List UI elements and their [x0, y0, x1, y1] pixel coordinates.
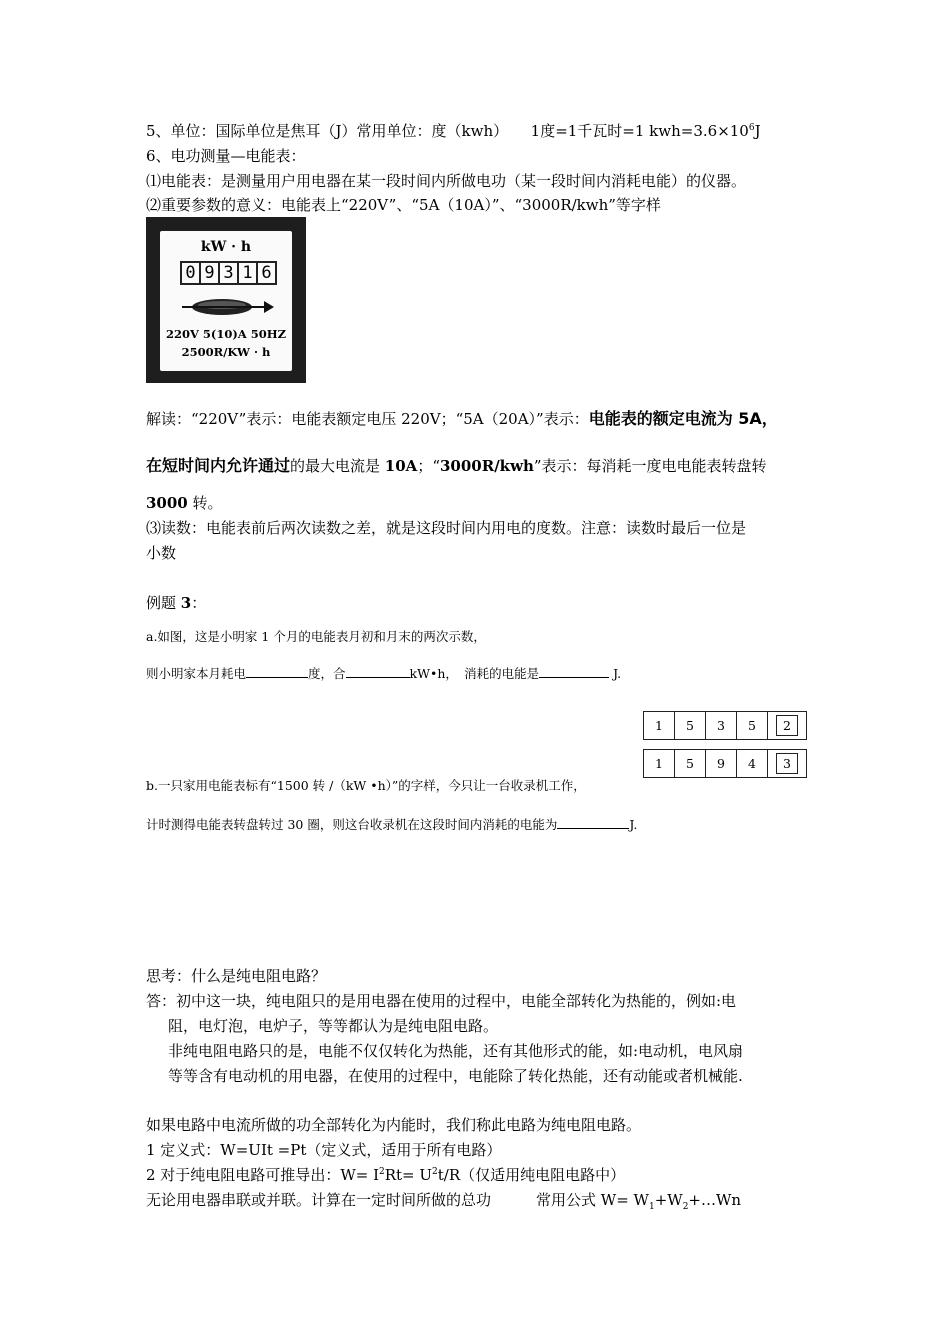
reading-line-1: ⑶读数：电能表前后两次读数之差，就是这段时间内用电的度数。注意：读数时最后一位是 [146, 519, 747, 537]
interp-text: ”表示：每消耗一度电电能表转盘转 [533, 457, 767, 475]
answer-line-1: 答：初中这一块，纯电阻只的是用电器在使用的过程中，电能全部转化为热能的，例如:电 [146, 992, 737, 1010]
interp-text: 的最大电流是 [290, 457, 385, 475]
answer-blank[interactable] [539, 665, 609, 678]
formula-2 [146, 1164, 625, 1185]
reading-decimal-digit [768, 750, 806, 777]
unit-end: J [754, 122, 761, 140]
meter-digit: 9 [201, 263, 220, 283]
answer-blank[interactable] [246, 665, 308, 678]
reading-digit: 9 [706, 750, 737, 777]
think-question: 思考：什么是纯电阻电路？ [146, 967, 327, 985]
reading-decimal-value: 2 [776, 715, 798, 736]
measure-heading: 6、电功测量—电能表： [146, 147, 306, 165]
answer-blank[interactable] [557, 816, 629, 829]
interp-text: 转。 [187, 494, 223, 512]
meter-definition: ⑴电能表：是测量用户用电器在某一段时间内所做电功（某一段时间内消耗电能）的仪器。 [146, 172, 747, 190]
example-colon: ： [191, 594, 207, 612]
question-a-blanks [146, 664, 621, 682]
reading-line-2: 小数 [146, 544, 177, 562]
pure-resistance-definition: 如果电路中电流所做的功全部转化为内能时，我们称此电路为纯电阻电路。 [146, 1116, 642, 1134]
reading-decimal-value: 3 [776, 753, 798, 774]
reading-digit: 1 [644, 712, 675, 739]
question-a: a.如图，这是小明家 1 个月的电能表月初和月末的两次示数， [146, 629, 486, 644]
interp-bold: 3000R/kwh [439, 457, 534, 475]
answer-line-3: 非纯电阻电路只的是，电能不仅仅转化为热能，还有其他形式的能，如:电动机，电风扇 [168, 1042, 744, 1060]
example-heading [146, 592, 206, 613]
interp-text: ；“ [417, 457, 440, 475]
qa-text: kW•h， 消耗的电能是 [409, 666, 540, 681]
qa-text: 度，合 [308, 666, 346, 681]
reading-digit: 1 [644, 750, 675, 777]
interp-text: 解读：“220V”表示：电能表额定电压 220V；“5A（20A）”表示： [146, 410, 589, 428]
meter-digits [180, 261, 277, 285]
interpretation-line-1 [146, 406, 778, 429]
formula-text: Rt= U [384, 1166, 433, 1184]
formula-subscript: 1 [648, 1202, 655, 1212]
params-line: ⑵重要参数的意义：电能表上“220V”、“5A（10A）”、“3000R/kwh”等字样 [146, 196, 661, 214]
formula-text: 无论用电器串联或并联。计算在一定时间所做的总功 常用公式 W= W [146, 1191, 649, 1209]
formula-3 [146, 1189, 741, 1210]
interpretation-line-3 [146, 492, 223, 513]
answer-line-4: 等等含有电动机的用电器，在使用的过程中，电能除了转化热能，还有动能或者机械能. [168, 1067, 743, 1085]
question-b-blank [146, 815, 637, 833]
meter-unit-label: kW · h [200, 239, 252, 255]
reading-decimal-digit [768, 712, 806, 739]
formula-text: t/R（仅适用纯电阻电路中） [437, 1166, 626, 1184]
meter-face [160, 231, 292, 371]
interp-bold: 10A [384, 457, 418, 475]
meter-digit: 6 [261, 263, 272, 283]
formula-text: +W [654, 1191, 683, 1209]
qb-text: 计时测得电能表转盘转过 30 圈，则这台收录机在这段时间内消耗的电能为 [146, 817, 558, 832]
reading-digit: 5 [737, 712, 768, 739]
meter-spec-rating: 220V 5(10)A 50HZ [165, 327, 286, 341]
electric-meter-image [146, 217, 306, 383]
reading-digit: 3 [706, 712, 737, 739]
answer-line-2: 阻，电灯泡，电炉子，等等都认为是纯电阻电路。 [168, 1017, 499, 1035]
formula-text: +…Wn [688, 1191, 742, 1209]
example-label: 例题 [146, 594, 181, 612]
question-b: b.一只家用电能表标有“1500 转 /（kW •h）”的字样，今只让一台收录机工作， [146, 778, 586, 793]
interpretation-line-2 [146, 453, 767, 476]
unit-line [146, 120, 761, 141]
meter-digit: 0 [182, 263, 201, 283]
formula-exponent: 2 [379, 1167, 385, 1177]
example-number: 3 [180, 594, 192, 612]
formula-subscript: 2 [682, 1202, 689, 1212]
meter-reading-start [643, 711, 807, 740]
formula-1: 1 定义式：W=UIt =Pt（定义式，适用于所有电路） [146, 1141, 502, 1159]
interp-bold: 电能表的额定电流为 5A， [588, 409, 778, 428]
meter-spec-constant: 2500R/KW · h [181, 345, 271, 359]
meter-reading-end [643, 749, 807, 778]
reading-digit: 4 [737, 750, 768, 777]
qa-text: 则小明家本月耗电 [146, 666, 247, 681]
meter-digit: 3 [220, 263, 239, 283]
interp-bold: 在短时间内允许通过 [146, 456, 291, 475]
qb-text: J. [629, 817, 638, 832]
unit-exponent: 6 [748, 123, 755, 133]
reading-digit: 5 [675, 750, 706, 777]
qa-text: J. [609, 666, 622, 681]
unit-text: 5、单位：国际单位是焦耳（J）常用单位：度（kwh） 1度=1千瓦时=1 kwh=3.6×10 [146, 122, 749, 140]
interp-bold: 3000 [146, 494, 188, 512]
reading-digit: 5 [675, 712, 706, 739]
rotating-disc-icon [178, 293, 274, 321]
formula-exponent: 2 [432, 1167, 438, 1177]
answer-blank[interactable] [346, 665, 410, 678]
meter-digit: 1 [239, 263, 258, 283]
formula-text: 2 对于纯电阻电路可推导出：W= I [146, 1166, 379, 1184]
